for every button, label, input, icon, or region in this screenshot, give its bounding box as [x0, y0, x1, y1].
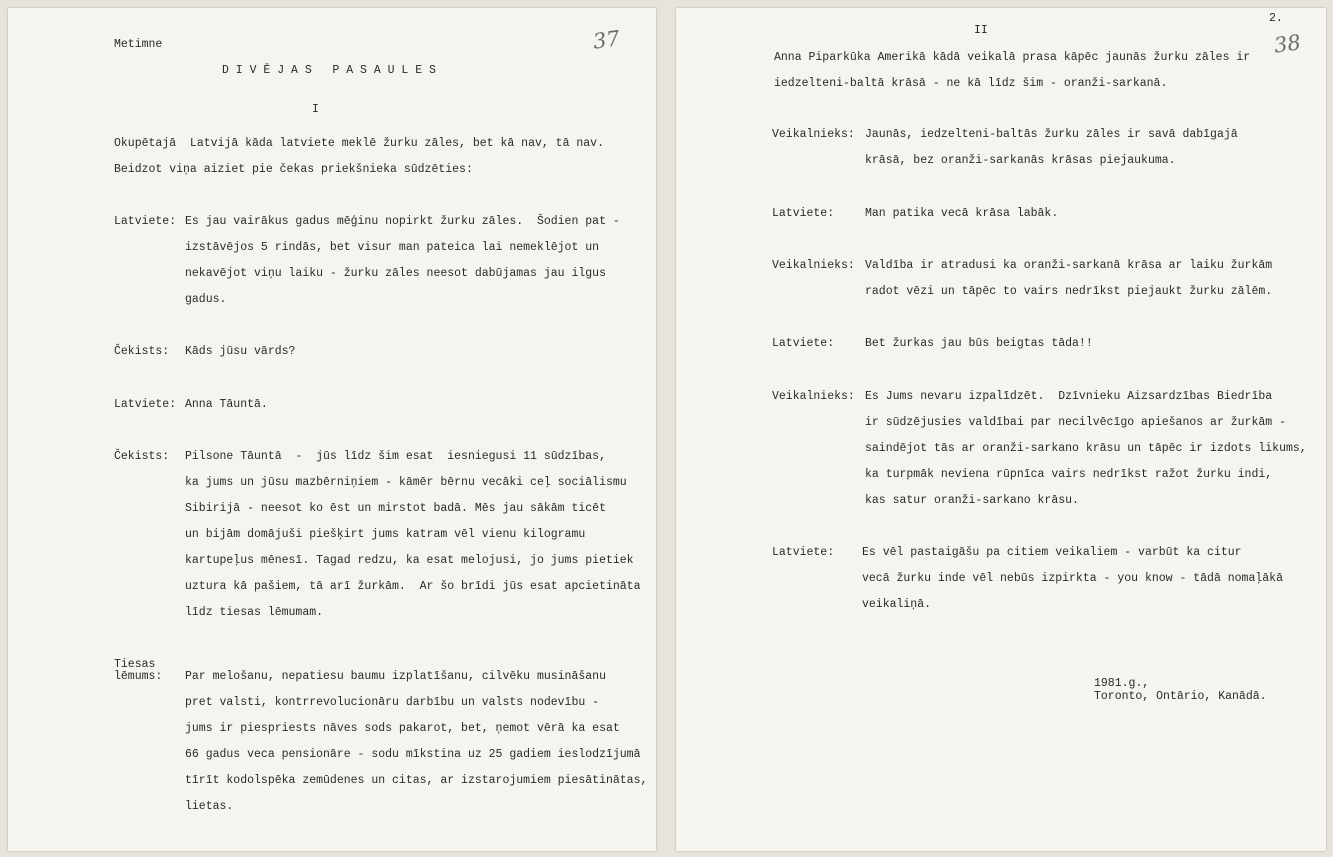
signature-date: 1981.g., [1094, 677, 1150, 690]
dialogue-line: līdz tiesas lēmumam. [185, 606, 324, 619]
section-number: I [312, 103, 319, 116]
intro-line: Beidzot viņa aiziet pie čekas priekšnieka sūdzēties: [114, 163, 473, 176]
typed-page-number: 2. [1269, 12, 1283, 25]
dialogue-line: Es vēl pastaigāšu pa citiem veikaliem - varbūt ka citur [862, 546, 1242, 559]
speaker-label: Latviete: [114, 215, 177, 228]
speaker-label: lēmums: [114, 670, 163, 683]
dialogue-line: un bijām domājuši piešķirt jums katram vēl vienu kilogramu [185, 528, 586, 541]
speaker-label: Latviete: [772, 337, 835, 350]
dialogue-line: Anna Tāuntā. [185, 398, 268, 411]
intro-line: iedzelteni-baltā krāsā - ne kā līdz šim - oranži-sarkanā. [774, 77, 1168, 90]
dialogue-line: gadus. [185, 293, 227, 306]
dialogue-line: ka jums un jūsu mazbērniņiem - kāmēr bērnu vecāki ceļ sociālismu [185, 476, 627, 489]
dialogue-line: uztura kā pašiem, tā arī žurkām. Ar šo brīdi jūs esat apcietināta [185, 580, 641, 593]
header-note: Metimne [114, 38, 163, 51]
dialogue-line: ir sūdzējusies valdībai par necilvēcīgo apiešanos ar žurkām - [865, 416, 1286, 429]
dialogue-line: Kāds jūsu vārds? [185, 345, 296, 358]
dialogue-line: krāsā, bez oranži-sarkanās krāsas piejaukuma. [865, 154, 1176, 167]
dialogue-line: ka turpmāk neviena rūpnīca vairs nedrīkst ražot žurku indi, [865, 468, 1273, 481]
handwritten-page-number: 37 [591, 26, 622, 54]
speaker-label: Latviete: [772, 207, 835, 220]
intro-line: Anna Piparkūka Amerikā kādā veikalā prasa kāpēc jaunās žurku zāles ir [774, 51, 1251, 64]
speaker-label: Veikalnieks: [772, 128, 855, 141]
document-title: D I V Ē J A S P A S A U L E S [222, 64, 436, 77]
dialogue-line: nekavējot viņu laiku - žurku zāles neesot dabūjamas jau ilgus [185, 267, 606, 280]
dialogue-line: lietas. [185, 800, 234, 813]
dialogue-line: Valdība ir atradusi ka oranži-sarkanā krāsa ar laiku žurkām [865, 259, 1273, 272]
dialogue-line: Sibirijā - neesot ko ēst un mirstot badā. Mēs jau sākām ticēt [185, 502, 606, 515]
dialogue-line: Jaunās, iedzelteni-baltās žurku zāles ir savā dabīgajā [865, 128, 1238, 141]
dialogue-line: izstāvējos 5 rindās, bet visur man pateica lai nemeklējot un [185, 241, 600, 254]
dialogue-line: Es Jums nevaru izpalīdzēt. Dzīvnieku Aizsardzības Biedrība [865, 390, 1273, 403]
right-page [676, 8, 1326, 851]
dialogue-line: Bet žurkas jau būs beigtas tāda!! [865, 337, 1093, 350]
section-number: II [974, 24, 988, 37]
speaker-label: Latviete: [114, 398, 177, 411]
dialogue-line: Man patika vecā krāsa labāk. [865, 207, 1059, 220]
speaker-label: Čekists: [114, 345, 170, 358]
dialogue-line: radot vēzi un tāpēc to vairs nedrīkst piejaukt žurku zālēm. [865, 285, 1273, 298]
dialogue-line: veikaliņā. [862, 598, 932, 611]
speaker-label: Latviete: [772, 546, 835, 559]
dialogue-line: tīrīt kodolspēka zemūdenes un citas, ar izstarojumiem piesātinātas, [185, 774, 648, 787]
speaker-label: Veikalnieks: [772, 390, 855, 403]
dialogue-line: kartupeļus mēnesī. Tagad redzu, ka esat melojusi, jo jums pietiek [185, 554, 634, 567]
left-page [8, 8, 656, 851]
intro-line: Okupētajā Latvijā kāda latviete meklē žurku zāles, bet kā nav, tā nav. [114, 137, 604, 150]
dialogue-line: saindējot tās ar oranži-sarkano krāsu un tāpēc ir izdots likums, [865, 442, 1307, 455]
speaker-label: Tiesas [114, 658, 156, 671]
dialogue-line: Par melošanu, nepatiesu baumu izplatīšanu, cilvēku musināšanu [185, 670, 606, 683]
dialogue-line: kas satur oranži-sarkano krāsu. [865, 494, 1079, 507]
dialogue-line: Pilsone Tāuntā - jūs līdz šim esat iesniegusi 11 sūdzības, [185, 450, 606, 463]
signature-place: Toronto, Ontārio, Kanādā. [1094, 690, 1267, 703]
dialogue-line: pret valsti, kontrrevolucionāru darbību un valsts nodevību - [185, 696, 600, 709]
speaker-label: Čekists: [114, 450, 170, 463]
dialogue-line: vecā žurku inde vēl nebūs izpirkta - you know - tādā nomaļākā [862, 572, 1283, 585]
dialogue-line: 66 gadus veca pensionāre - sodu mīkstina uz 25 gadiem ieslodzījumā [185, 748, 641, 761]
speaker-label: Veikalnieks: [772, 259, 855, 272]
dialogue-line: jums ir piespriests nāves sods pakarot, bet, ņemot vērā ka esat [185, 722, 620, 735]
handwritten-page-number: 38 [1272, 30, 1303, 58]
dialogue-line: Es jau vairākus gadus mēģinu nopirkt žurku zāles. Šodien pat - [185, 215, 620, 228]
